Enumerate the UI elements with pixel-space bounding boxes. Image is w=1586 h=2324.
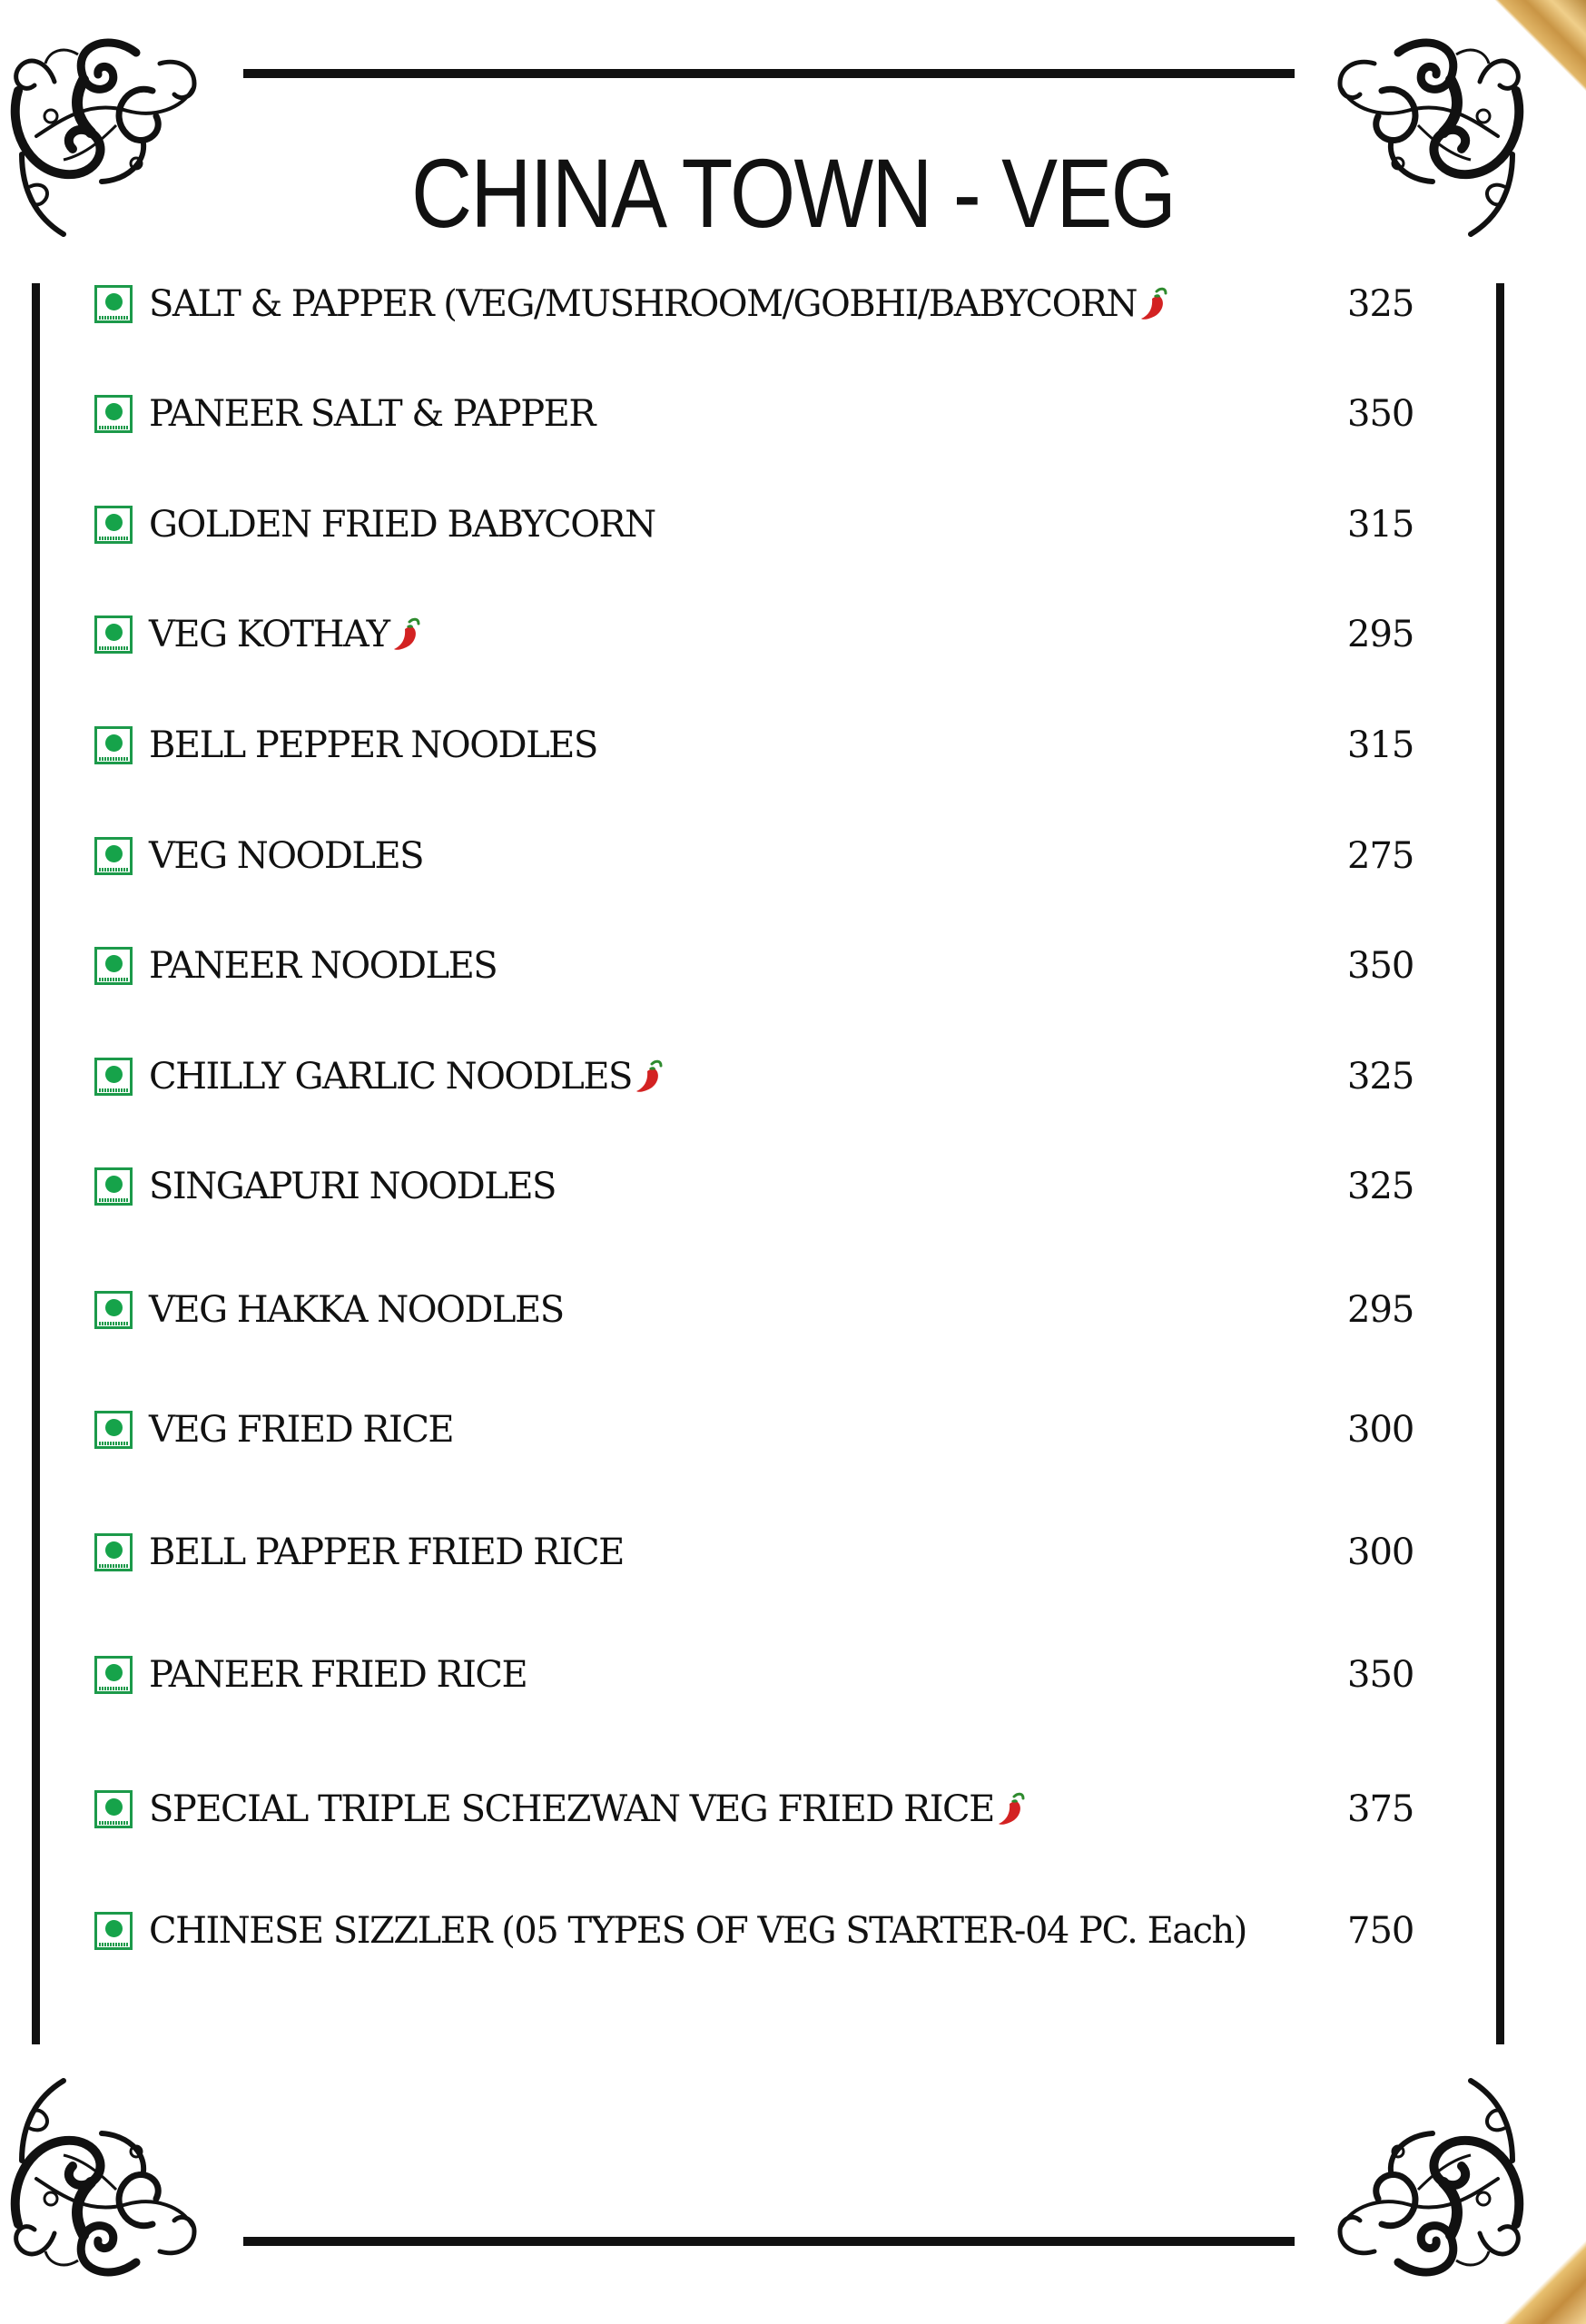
frame-left-rule — [32, 283, 40, 2044]
chili-pepper-icon — [391, 616, 422, 653]
veg-symbol-icon — [94, 1058, 133, 1096]
menu-item — [94, 829, 1420, 883]
menu-item-name-text: VEG FRIED RICE — [149, 1409, 454, 1451]
veg-symbol-icon — [94, 726, 133, 764]
menu-item-name — [149, 1289, 564, 1331]
menu-item-name-text: VEG NOODLES — [149, 835, 424, 877]
chili-pepper-icon — [1138, 286, 1169, 322]
menu-item-name — [149, 1409, 453, 1451]
menu-item — [94, 939, 1420, 993]
menu-item-name — [149, 1056, 665, 1098]
frame-right-rule — [1496, 283, 1504, 2044]
menu-item-price: 315 — [1347, 504, 1414, 546]
menu-item-price: 325 — [1347, 1166, 1414, 1207]
menu-item-name — [149, 945, 497, 987]
menu-item-name-text: CHINESE SIZZLER (05 TYPES OF VEG STARTER-04 PC. Each) — [149, 1910, 1246, 1952]
menu-item-name-text: PANEER SALT & PAPPER — [149, 393, 595, 435]
menu-item-name-text: VEG KOTHAY — [149, 614, 389, 655]
veg-symbol-icon — [94, 506, 133, 544]
menu-item-name-text: SINGAPURI NOODLES — [149, 1166, 556, 1207]
frame-top-rule — [243, 69, 1295, 78]
menu-item-price: 300 — [1347, 1531, 1414, 1573]
menu-item-price: 275 — [1347, 835, 1414, 877]
menu-item — [94, 1159, 1420, 1214]
menu-item-name-text: SALT & PAPPER (VEG/MUSHROOM/GOBHI/BABYCORN — [149, 283, 1137, 325]
menu-item — [94, 1782, 1420, 1837]
veg-symbol-icon — [94, 1533, 133, 1571]
menu-item-name-text: PANEER NOODLES — [149, 945, 497, 987]
menu-item-name — [149, 1788, 1027, 1830]
menu-item-name — [149, 1531, 624, 1573]
veg-symbol-icon — [94, 1291, 133, 1329]
menu-item-name-text: BELL PAPPER FRIED RICE — [149, 1531, 624, 1573]
menu-item-price: 750 — [1347, 1910, 1414, 1952]
menu-item-price: 350 — [1347, 393, 1414, 435]
menu-item-name — [149, 1654, 527, 1696]
menu-item — [94, 387, 1420, 441]
chili-pepper-icon — [634, 1059, 665, 1095]
menu-item-name — [149, 1910, 1246, 1952]
menu-item-name — [149, 283, 1169, 325]
veg-symbol-icon — [94, 837, 133, 875]
menu-item-name-text: SPECIAL TRIPLE SCHEZWAN VEG FRIED RICE — [149, 1788, 994, 1830]
veg-symbol-icon — [94, 947, 133, 985]
menu-item — [94, 607, 1420, 662]
menu-item-name-text: PANEER FRIED RICE — [149, 1654, 527, 1696]
veg-symbol-icon — [94, 285, 133, 323]
menu-item-price: 350 — [1347, 1654, 1414, 1696]
menu-item-name-text: BELL PEPPER NOODLES — [149, 724, 597, 766]
menu-item-name — [149, 1166, 556, 1207]
menu-item-name — [149, 504, 655, 546]
menu-item-price: 350 — [1347, 945, 1414, 987]
ornament-bottom-right-icon — [1316, 2070, 1534, 2288]
frame-bottom-rule — [243, 2237, 1295, 2246]
veg-symbol-icon — [94, 1167, 133, 1206]
menu-item-name-text: VEG HAKKA NOODLES — [149, 1289, 564, 1331]
menu-item — [94, 1283, 1420, 1337]
menu-item-price: 375 — [1347, 1788, 1414, 1830]
chili-pepper-icon — [996, 1791, 1027, 1827]
page-title: CHINA TOWN - VEG — [410, 138, 1176, 248]
menu-item-name — [149, 835, 423, 877]
menu-item — [94, 1403, 1420, 1457]
veg-symbol-icon — [94, 1656, 133, 1694]
menu-item-price: 295 — [1347, 614, 1414, 655]
menu-item-name-text: GOLDEN FRIED BABYCORN — [149, 504, 655, 546]
menu-item — [94, 1049, 1420, 1104]
veg-symbol-icon — [94, 395, 133, 433]
veg-symbol-icon — [94, 1411, 133, 1449]
veg-symbol-icon — [94, 1790, 133, 1828]
menu-item — [94, 497, 1420, 552]
menu-item — [94, 1525, 1420, 1580]
menu-item-name — [149, 393, 595, 435]
menu-item-price: 325 — [1347, 1056, 1414, 1098]
menu-item-price: 295 — [1347, 1289, 1414, 1331]
menu-item — [94, 718, 1420, 773]
menu-item — [94, 1648, 1420, 1702]
menu-item-name — [149, 614, 422, 655]
veg-symbol-icon — [94, 615, 133, 654]
menu-item-price: 315 — [1347, 724, 1414, 766]
veg-symbol-icon — [94, 1912, 133, 1950]
menu-item-name-text: CHILLY GARLIC NOODLES — [149, 1056, 632, 1098]
menu-item — [94, 1904, 1420, 1958]
menu-item-name — [149, 724, 597, 766]
menu-item-price: 300 — [1347, 1409, 1414, 1451]
ornament-bottom-left-icon — [0, 2070, 218, 2288]
menu-item — [94, 277, 1420, 331]
menu-item-price: 325 — [1347, 283, 1414, 325]
